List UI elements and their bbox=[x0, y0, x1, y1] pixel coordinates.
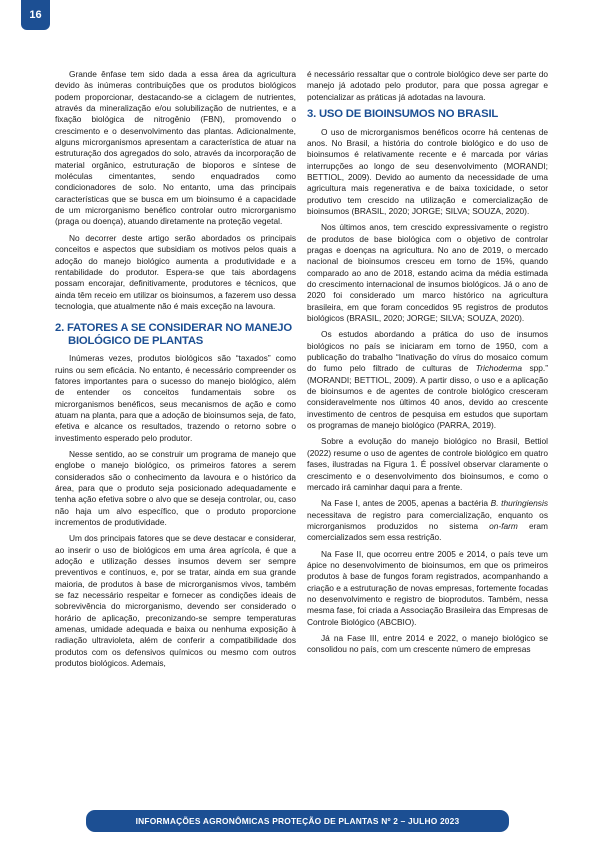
footer-text: INFORMAÇÕES AGRONÔMICAS PROTEÇÃO DE PLANTAS Nº 2 – JULHO 2023 bbox=[135, 816, 460, 826]
paragraph: Grande ênfase tem sido dada a essa área da agricultura devido às inúmeras contribuições que os produtos biológicos podem proporcionar, destacando-se a ciclagem de nutrientes, através da mineralização e/ou solubilização de nutrientes, e a fixação biológica de nitrogênio (FBN), promovendo o crescimento e o desenvolvimento das plantas. Adicionalmente, alguns microrganismos apresentam a característica de atuar na estruturação dos agregados do solo, através da incorporação de material orgânico, estruturação de bioporos e síntese de moléculas cimentantes, sendo enquadrados como condicionadores de solo. No entanto, uma das principais características que se busca em um bioinsumo é a capacidade de um microrganismo benéfico controlar outro microrganismo (praga ou doença), atuando diretamente na proteção vegetal. bbox=[55, 69, 296, 227]
paragraph: Nesse sentido, ao se construir um programa de manejo que englobe o manejo biológico, os primeiros fatores a serem considerados são o conhecimento da lavoura e o histórico da área, para que o produto seja posicionado adequadamente e tenha ação efetiva sobre o alvo que se deseja controlar, ou, caso não haja um alvo específico, que o produto proporcione incrementos de produtividade. bbox=[55, 448, 296, 528]
paragraph: Na Fase II, que ocorreu entre 2005 e 2014, o país teve um ápice no desenvolvimento de bioinsumos, em que os primeiros produtos à base de fungos foram registrados, acompanhando a criação e a estruturação de novas empresas, fortemente focadas no desenvolvimento e registro de bioprodutos. Também, nessa mesma fase, foi criada a Associação Brasileira das Empresas de Controle Biológico (ABCBIO). bbox=[307, 548, 548, 627]
text-run: Na Fase I, antes de 2005, apenas a bactéria bbox=[321, 498, 491, 509]
paragraph: Já na Fase III, entre 2014 e 2022, o manejo biológico se consolidou no país, com um crescente número de empresas bbox=[307, 632, 548, 655]
text-run: Os estudos abordando a prática do uso de insumos biológicos no país se iniciaram em torno de 1950, com a publicação do trabalho “Inativação do vírus do mosaico comum do fumo pelo filtrado de culturas de bbox=[307, 329, 548, 374]
text-run: eram comercializados sem essa restrição. bbox=[307, 520, 548, 543]
paragraph: Sobre a evolução do manejo biológico no Brasil, Bettiol (2022) resume o uso de agentes de controle biológico em quatro fases, ilustradas na Figura 1. É possível observar claramente o crescimento e o desenvolvimento dos bioinsumos, e como o mercado irá caminhar daqui para a frente. bbox=[307, 436, 548, 492]
italic-term: B. thuringiensis bbox=[490, 498, 548, 509]
section-heading-line: BIOLÓGICO DE PLANTAS bbox=[68, 334, 204, 347]
paragraph bbox=[307, 498, 548, 543]
text-run: spp.” (MORANDI; BETTIOL, 2009). A partir disso, o uso e a aplicação de bioinsumos e de agentes de controle biológico cresceram consideravelmente nos últimos 40 anos, devido ao crescente investimento de centros de pesquisa em estudos que suportam os programas de manejo biológico (PARRA, 2019). bbox=[307, 363, 548, 431]
italic-term: on-farm bbox=[489, 520, 518, 531]
paragraph: O uso de microrganismos benéficos ocorre há centenas de anos. No Brasil, a história do controle biológico e do uso de bioinsumos é relativamente recente e é marcada por várias interrupções ao longo de seu desenvolvimento (MORANDI; BETTIOL, 2009). Devido ao aumento da necessidade de uma agricultura mais regenerativa e de baixa toxicidade, o setor produtivo tem crescido na utilização e comercialização de bioinsumos (BRASIL, 2020; JORGE; SILVA; SOUZA, 2020). bbox=[307, 126, 548, 216]
page-number: 16 bbox=[29, 9, 42, 21]
paragraph: é necessário ressaltar que o controle biológico deve ser parte do manejo já adotado pelo produtor, para que possa agregar e potencializar as práticas já adotadas na lavoura. bbox=[307, 69, 548, 102]
text-run: necessitava de registro para comercialização, enquanto os microrganismos produzidos no sistema bbox=[307, 509, 548, 531]
left-column bbox=[55, 69, 296, 675]
section-heading-line: 2. FATORES A SE CONSIDERAR NO MANEJO bbox=[55, 322, 292, 335]
paragraph: No decorrer deste artigo serão abordados os principais conceitos e aspectos que subsidiam os motivos pelos quais a adoção do manejo biológico aumenta a produtividade e a rentabilidade do produtor. Espera-se que tais abordagens possam encorajar, definitivamente, produtores e técnicos, que ainda têm receio em utilizar os bioinsumos, a fazerem uso dessa tecnologia, que atualmente não é mais exceção na lavoura. bbox=[55, 232, 296, 311]
right-column bbox=[307, 69, 548, 661]
paragraph: Nos últimos anos, tem crescido expressivamente o registro de produtos de base biológica com o objetivo de controlar pragas e doenças na agricultura. No ano de 2019, o mercado nacional de bioinsumos cresceu em torno de 15%, quando comparado ao ano de 2018, estando acima da média estimada do crescimento internacional de insumos biológicos. Já o ano de 2020 foi considerado um marco histórico na agricultura brasileira, em que foram concedidos 95 registros de produtos biológicos (BRASIL, 2020; JORGE; SILVA; SOUZA, 2020). bbox=[307, 222, 548, 324]
paragraph: Um dos principais fatores que se deve destacar e considerar, ao inserir o uso de biológicos em uma área agrícola, é que a adoção e utilização desses insumos devem ser sempre preventivos e contínuos, e, por se tratar, ainda em sua grande maioria, de produtos à base de microrganismos vivos, também se faz necessário respeitar e fornecer as condições ideais de sobrevivência do microrganismo, devendo ser considerado o horário de aplicação, preconizando-se sempre temperaturas amenas, umidade adequada e baixa ou nenhuma exposição à radiação ultravioleta, além de conferir a compatibilidade dos produtos com os defensivos químicos ou mesmo com outros produtos biológicos. Ademais, bbox=[55, 533, 296, 669]
section-heading-3: 3. USO DE BIOINSUMOS NO BRASIL bbox=[307, 108, 499, 121]
italic-term: Trichoderma bbox=[475, 363, 522, 374]
footer-banner bbox=[86, 810, 509, 832]
section-heading-2 bbox=[55, 322, 296, 347]
page-number-badge bbox=[21, 0, 50, 30]
paragraph bbox=[307, 329, 548, 431]
paragraph: Inúmeras vezes, produtos biológicos são “taxados” como ruins ou sem eficácia. No entanto, é necessário compreender os fatores importantes para o sucesso do manejo biológico, além de entender os conceitos fundamentais sobre os microrganismos benéficos, seus mecanismos de ação e como atuam na planta, para que a adoção de bioinsumos seja, de fato, efetiva e alcance os resultados, trazendo o retorno sobre o investimento esperado pelo produtor. bbox=[55, 353, 296, 443]
